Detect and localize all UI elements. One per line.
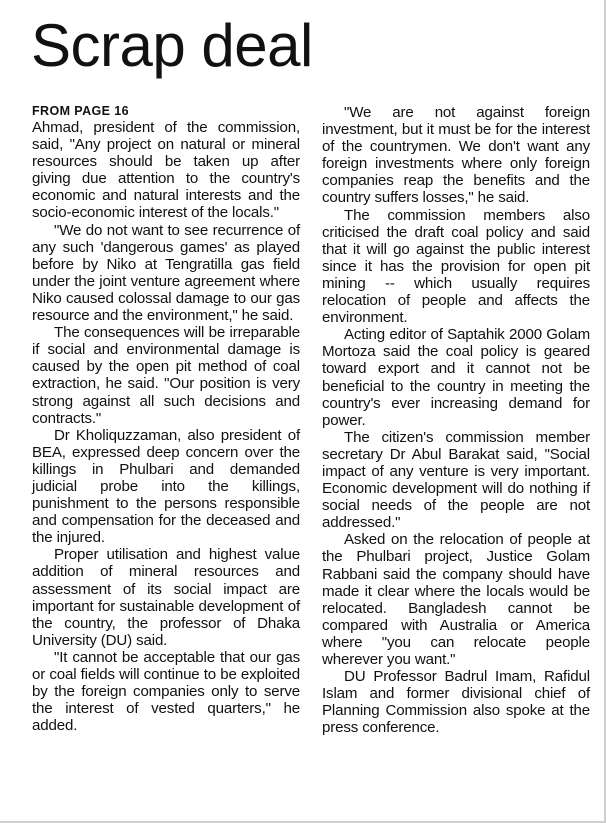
article-column-left: [32, 104, 300, 734]
paragraph: The consequences will be irreparable if social and environmental damage is caused by the open pit method of coal extraction, he said. "Our position is very strong against all such decisions and contracts.": [32, 324, 300, 427]
paragraph: Ahmad, president of the commission, said, "Any project on natural or mineral resources should be taken up after giving due attention to the country's economic and natural interests and the socio-economic interest of the locals.": [32, 119, 300, 222]
headline: Scrap deal: [31, 12, 313, 79]
paragraph: Asked on the relocation of people at the Phulbari project, Justice Golam Rabbani said the company should have made it clear where the locals would be relocated. Bangladesh cannot be compared with Australia or America where "you can relocate people wherever you want.": [322, 531, 590, 668]
paragraph: "We are not against foreign investment, but it must be for the interest of the countrymen. We don't want any foreign investments where only foreign companies reap the benefits and the country suffers losses," he said.: [322, 104, 590, 207]
continuation-kicker: FROM PAGE 16: [32, 104, 129, 118]
paragraph: Proper utilisation and highest value addition of mineral resources and assessment of its social impact are important for sustainable development of the country, the professor of Dhaka University (DU) said.: [32, 546, 300, 649]
paragraph: The commission members also criticised the draft coal policy and said that it will go against the public interest since it has the provision for open pit mining -- which usually requires relocation of people and affects the environment.: [322, 206, 590, 327]
paragraph: DU Professor Badrul Imam, Rafidul Islam and former divisional chief of Planning Commission also spoke at the press conference.: [322, 668, 590, 737]
paragraph: "It cannot be acceptable that our gas or coal fields will continue to be exploited by the foreign companies only to serve the interest of vested quarters," he added.: [32, 648, 300, 735]
article-column-right: [322, 104, 590, 736]
paragraph: The citizen's commission member secretary Dr Abul Barakat said, "Social impact of any venture is very important. Economic development will do nothing if social needs of the people are not addressed.": [322, 428, 590, 532]
paragraph: Acting editor of Saptahik 2000 Golam Mortoza said the coal policy is geared toward export and it cannot not be beneficial to the country in meeting the country's ever increasing demand for power.: [322, 326, 590, 429]
paragraph: "We do not want to see recurrence of any such 'dangerous games' as played before by Niko at Tengratilla gas field under the joint venture agreement where Niko caused colossal damage to our gas resource and the environment," he said.: [32, 221, 300, 325]
paragraph: Dr Kholiquzzaman, also president of BEA, expressed deep concern over the killings in Phulbari and demanded judicial probe into the killings, punishment to the persons responsible and compensation for the deceased and the injured.: [32, 426, 300, 547]
